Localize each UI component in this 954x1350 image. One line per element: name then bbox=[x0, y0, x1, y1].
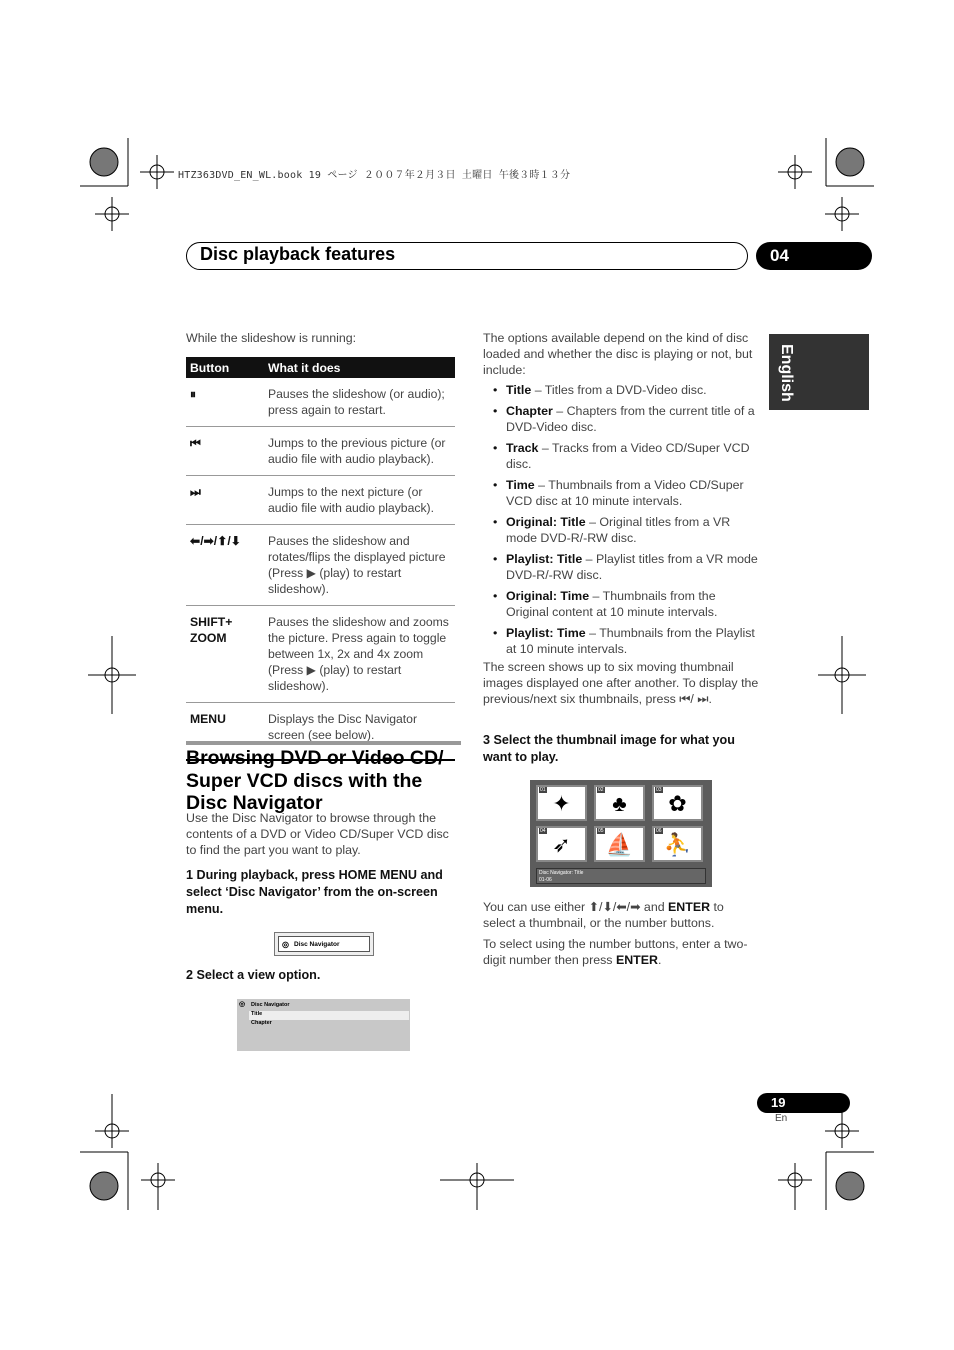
step-3: 3 Select the thumbnail image for what you want to play. bbox=[483, 733, 735, 764]
arrow-buttons-symbol: ⬅/➡/⬆/⬇ bbox=[186, 525, 264, 606]
enter-key-label: ENTER bbox=[668, 900, 711, 914]
number-text: . bbox=[657, 953, 662, 967]
page-language: En bbox=[775, 1113, 788, 1124]
option-term: Chapter bbox=[506, 404, 553, 418]
screen-note: The screen shows up to six moving thumbnail images displayed one after another. To display the previous/next six thumbnails, press ⏮/ ⏭. bbox=[483, 660, 759, 706]
thumbnail-05 bbox=[594, 826, 645, 862]
column-header-button: Button bbox=[186, 357, 264, 378]
ui-box-label: Disc Navigator bbox=[294, 941, 340, 948]
page-title: Disc playback features bbox=[200, 244, 396, 264]
option-term: Title bbox=[506, 383, 532, 397]
row-description: Jumps to the previous picture (or audio file with audio playback). bbox=[264, 427, 455, 476]
option-term: Time bbox=[506, 478, 535, 492]
menu-item-chapter: Chapter bbox=[251, 1020, 272, 1026]
previous-button-symbol: ⏮ bbox=[186, 427, 264, 476]
list-item bbox=[483, 440, 759, 472]
thumbnail-04 bbox=[536, 826, 587, 862]
thumbnail-03 bbox=[652, 785, 703, 821]
option-term: Playlist: Title bbox=[506, 552, 583, 566]
next-button-symbol: ⏭ bbox=[186, 476, 264, 525]
menu-item-title: Title bbox=[251, 1011, 263, 1017]
option-text: – Tracks from a Video CD/Super VCD disc. bbox=[506, 441, 750, 471]
list-item bbox=[483, 382, 759, 398]
disc-navigator-menu-item bbox=[278, 936, 370, 952]
table-row bbox=[186, 378, 455, 427]
row-description: Displays the Disc Navigator screen (see below). bbox=[264, 703, 455, 761]
thumbnail-number: 06 bbox=[656, 828, 662, 834]
option-text: – Chapters from the current title of a DVD-Video disc. bbox=[506, 404, 755, 434]
option-text: – Original titles from a VR mode DVD-R/-RW disc. bbox=[506, 515, 731, 545]
table-row bbox=[186, 427, 455, 476]
disc-icon: ◎ bbox=[239, 1001, 246, 1008]
option-text: – Thumbnails from the Original content at 10 minute intervals. bbox=[506, 589, 718, 619]
list-item bbox=[483, 477, 759, 509]
slideshow-controls-table bbox=[186, 357, 455, 761]
step-2: 2 Select a view option. bbox=[186, 968, 321, 982]
thumbnail-number: 04 bbox=[540, 828, 546, 834]
section-body: Use the Disc Navigator to browse through the contents of a DVD or Video CD/Super VCD disc to find the part you want to play. bbox=[186, 811, 449, 857]
list-item bbox=[483, 403, 759, 435]
option-text: – Thumbnails from a Video CD/Super VCD disc at 10 minute intervals. bbox=[506, 478, 744, 508]
option-text: – Titles from a DVD-Video disc. bbox=[531, 383, 707, 397]
thumbnail-status-title: Disc Navigator: Title bbox=[539, 870, 584, 876]
thumbnail-number: 01 bbox=[540, 787, 546, 793]
thumbnail-status-range: 01-06 bbox=[539, 877, 552, 883]
thumbnail-number: 03 bbox=[656, 787, 662, 793]
list-item bbox=[483, 625, 759, 657]
enter-key-label: ENTER bbox=[615, 953, 658, 967]
thumbnail-02 bbox=[594, 785, 645, 821]
tree-icon: ♣ bbox=[612, 791, 627, 816]
thumbnail-number: 02 bbox=[598, 787, 604, 793]
menu-title: Disc Navigator bbox=[251, 1002, 290, 1008]
list-item bbox=[483, 514, 759, 546]
menu-label: MENU bbox=[186, 703, 264, 761]
file-info-line: HTZ363DVD_EN_WL.book 19 ページ ２００７年２月３日 土曜日 午後３時１３分 bbox=[178, 170, 571, 181]
row-description: Pauses the slideshow and rotates/flips the displayed picture (Press ▶ (play) to restart slideshow). bbox=[264, 525, 455, 606]
view-options-list bbox=[483, 382, 759, 662]
chapter-number: 04 bbox=[770, 246, 789, 265]
home-menu-screenshot bbox=[274, 932, 374, 956]
skater-icon: ⛹ bbox=[663, 832, 692, 857]
bird-icon: ➶ bbox=[552, 832, 571, 857]
page-number: 19 bbox=[771, 1095, 786, 1110]
thumbnail-number: 05 bbox=[598, 828, 604, 834]
number-text: To select using the number buttons, enter a two-digit number then press bbox=[483, 937, 748, 967]
nav-text: You can use either ⬆/⬇/⬅/➡ and bbox=[483, 900, 669, 914]
number-button-instructions bbox=[483, 936, 759, 968]
row-description: Pauses the slideshow (or audio); press again to restart. bbox=[264, 378, 455, 427]
thumbnail-status-bar bbox=[536, 868, 706, 884]
flower-icon: ✿ bbox=[668, 791, 687, 816]
column-header-action: What it does bbox=[264, 357, 455, 378]
thumbnail-screen bbox=[530, 780, 712, 887]
option-term: Playlist: Time bbox=[506, 626, 586, 640]
menu-highlight bbox=[249, 1011, 409, 1020]
option-term: Track bbox=[506, 441, 539, 455]
options-intro: The options available depend on the kind of disc loaded and whether the disc is playing or not, but include: bbox=[483, 331, 753, 377]
slideshow-intro: While the slideshow is running: bbox=[186, 331, 357, 345]
option-term: Original: Title bbox=[506, 515, 586, 529]
language-tab bbox=[769, 334, 869, 410]
section-heading: Browsing DVD or Video CD/ Super VCD discs with the Disc Navigator bbox=[186, 741, 461, 815]
option-text: – Playlist titles from a VR mode DVD-R/-RW disc. bbox=[506, 552, 758, 582]
table-header-row bbox=[186, 357, 455, 378]
table-row bbox=[186, 525, 455, 606]
view-option-menu-screenshot bbox=[237, 999, 410, 1051]
thumbnail-06 bbox=[652, 826, 703, 862]
row-description: Jumps to the next picture (or audio file with audio playback). bbox=[264, 476, 455, 525]
step-1: 1 During playback, press HOME MENU and select ‘Disc Navigator’ from the on-screen menu. bbox=[186, 868, 443, 916]
shift-zoom-label: SHIFT+ ZOOM bbox=[186, 606, 264, 703]
pause-button-symbol: ⏸ bbox=[186, 378, 264, 427]
disc-icon: ◎ bbox=[282, 940, 289, 949]
option-term: Original: Time bbox=[506, 589, 590, 603]
table-row bbox=[186, 476, 455, 525]
language-label: English bbox=[778, 344, 795, 402]
navigation-instructions bbox=[483, 899, 759, 931]
table-row bbox=[186, 606, 455, 703]
row-description: Pauses the slideshow and zooms the picture. Press again to toggle between 1x, 2x and 4x zoom (Press ▶ (play) to restart slideshow). bbox=[264, 606, 455, 703]
option-text: – Thumbnails from the Playlist at 10 minute intervals. bbox=[506, 626, 755, 656]
sailboat-icon: ⛵ bbox=[605, 832, 634, 857]
thumbnail-01 bbox=[536, 785, 587, 821]
nav-text: to select a thumbnail, or the number buttons. bbox=[483, 900, 724, 930]
chapter-badge bbox=[756, 242, 872, 270]
list-item bbox=[483, 588, 759, 620]
leaf-icon: ✦ bbox=[552, 791, 571, 816]
page-number-badge bbox=[757, 1093, 850, 1113]
list-item bbox=[483, 551, 759, 583]
